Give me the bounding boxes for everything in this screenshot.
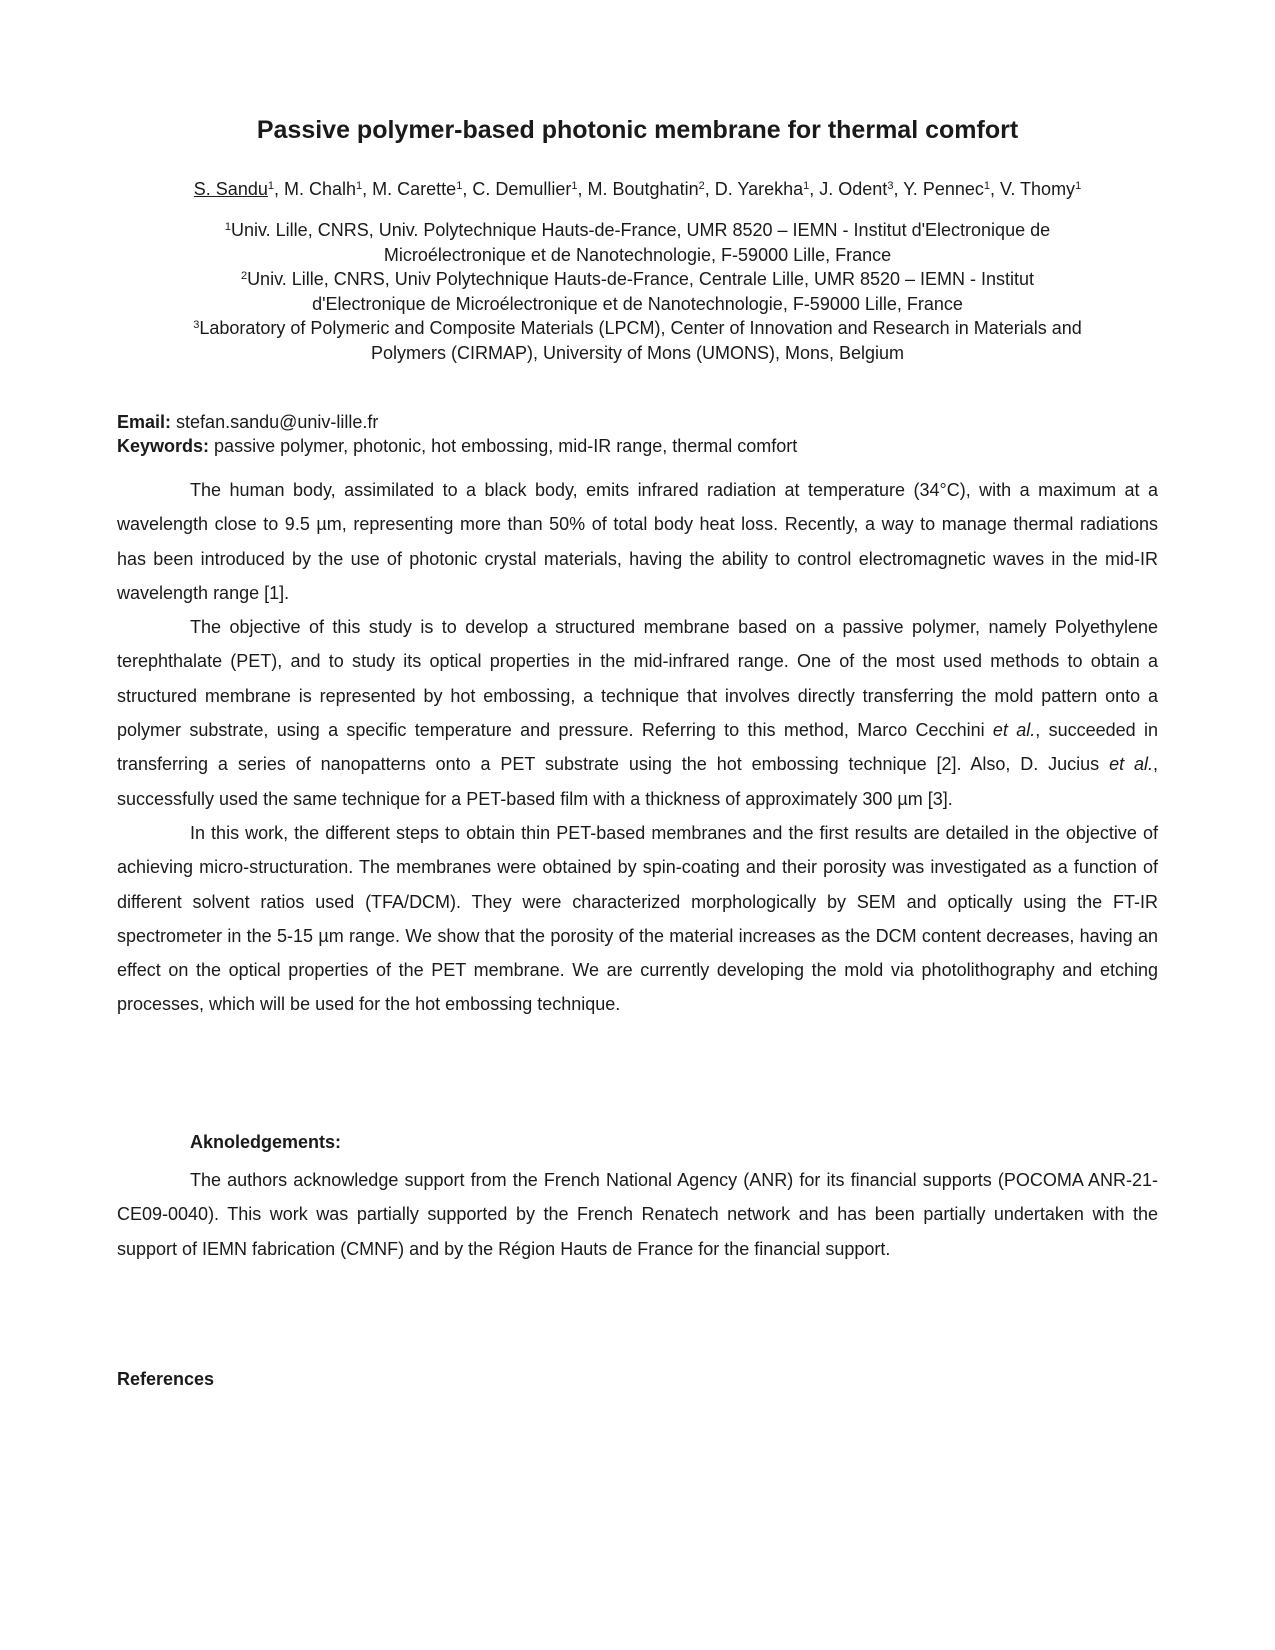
author [1000,179,1081,199]
paper-title: Passive polymer-based photonic membrane for thermal comfort [256,116,1019,144]
author-name: M. Chalh [284,179,357,199]
acknowledgements-paragraph: The authors acknowledge support from the French National Agency (ANR) for its financial supports (POCOMA ANR-21-CE09-0040). This work was partially supported by the French Renatech network and has been partially undertaken with the support of IEMN fabrication (CMNF) and by the Région Hauts de France for the financial support. [117,1170,1158,1259]
author [194,179,284,199]
affiliation-line: Univ. Lille, CNRS, Univ. Polytechnique Hauts-de-France, UMR 8520 – IEMN - Institut d'Electronique de [231,220,1051,240]
author-name: V. Thomy [1000,179,1076,199]
author-affil-sup: 1 [983,180,990,192]
author-affil-sup: 1 [571,180,578,192]
author-name: S. Sandu [193,179,268,199]
acknowledgements-heading: Aknoledgements: [190,1132,342,1152]
author-name: M. Boutghatin [587,179,699,199]
affiliation-line: Polymers (CIRMAP), University of Mons (UMONS), Mons, Belgium [370,342,905,363]
affiliation [110,316,1165,365]
body-paragraph: In this work, the different steps to obtain thin PET-based membranes and the first results are detailed in the objective of achieving micro-structuration. The membranes were obtained by spin-coating and their porosity was investigated as a function of different solvent ratios used (TFA/DCM). They were characterized morphologically by SEM and optically using the FT-IR spectrometer in the 5-15 µm range. We show that the porosity of the material increases as the DCM content decreases, having an effect on the optical properties of the PET membrane. We are currently developing the mold via photolithography and etching processes, which will be used for the hot embossing technique. [117,822,1158,1015]
author-name: J. Odent [819,179,888,199]
author [372,179,472,199]
affiliation-sup: 3 [193,319,200,331]
keywords-value: passive polymer, photonic, hot embossing, mid-IR range, thermal comfort [214,436,798,456]
author [588,179,715,199]
paragraph-text: , succeeded in transferring a series of nanopatterns onto a PET substrate using the hot embossing technique [2]. Also, D. Jucius [117,720,1159,775]
body-paragraph: The human body, assimilated to a black body, emits infrared radiation at temperature (34°C), with a maximum at a wavelength close to 9.5 µm, representing more than 50% of total body heat loss. Recently, a way to manage thermal radiations has been introduced by the use of photonic crystal materials, having the ability to control electromagnetic waves in the mid-IR wavelength range [1]. [117,480,1158,603]
main-body [117,473,1158,1022]
author [819,179,903,199]
author-separator: , [362,179,373,199]
affiliation [110,218,1165,267]
author-affil-sup: 2 [698,180,705,192]
author-separator: , [809,179,820,199]
keywords-label: Keywords: [117,436,210,456]
italic-etal: et al. [992,720,1036,741]
author [472,179,587,199]
author-affil-sup: 1 [803,180,810,192]
affiliation-line: Microélectronique et de Nanotechnologie, F-59000 Lille, France [383,244,892,265]
author [903,179,1000,199]
author-separator: , [462,179,473,199]
author-list [60,177,1215,201]
author-name: C. Demullier [472,179,572,199]
author-separator: , [577,179,588,199]
author-name: Y. Pennec [903,179,984,199]
keywords-line [117,434,797,458]
paragraph-text: The objective of this study is to develop a structured membrane based on a passive polymer, namely Polyethylene terephthalate (PET), and to study its optical properties in the mid-infrared range. One of the most used methods to obtain a structured membrane is represented by hot embossing, a technique that involves directly transferring the mold pattern onto a polymer substrate, using a specific temperature and pressure. Referring to this method, Marco Cecchini [117,617,1158,741]
affiliation-sup: 2 [240,270,248,282]
paragraph-text: , successfully used the same technique for a PET-based film with a thickness of approximately 300 µm [3]. [117,754,1158,809]
author-affil-sup: 1 [456,180,463,192]
affiliation-sup: 1 [224,221,231,233]
author [284,179,372,199]
affiliation-line: Univ. Lille, CNRS, Univ Polytechnique Hauts-de-France, Centrale Lille, UMR 8520 – IEMN - Institut [247,269,1035,289]
author-separator: , [704,179,715,199]
author-separator: , [990,179,1001,199]
references-heading: References [117,1369,215,1389]
author-name: M. Carette [372,179,457,199]
affiliation-line: Laboratory of Polymeric and Composite Materials (LPCM), Center of Innovation and Research in Materials and [199,318,1082,338]
author-affil-sup: 1 [356,180,363,192]
author-affil-sup: 1 [267,180,274,192]
author [715,179,820,199]
affiliation-line: d'Electronique de Microélectronique et de Nanotechnologie, F-59000 Lille, France [312,293,963,314]
author-separator: , [273,179,284,199]
email-address: stefan.sandu@univ-lille.fr [176,412,379,432]
affiliation [110,267,1165,316]
email-line [117,410,378,434]
author-affil-sup: 1 [1075,180,1082,192]
email-label: Email: [117,412,172,432]
italic-etal: et al. [1109,754,1153,775]
acknowledgements-body [117,1163,1158,1266]
author-affil-sup: 3 [887,180,894,192]
body-paragraph [117,610,1158,816]
author-name: D. Yarekha [714,179,804,199]
author-separator: , [893,179,904,199]
